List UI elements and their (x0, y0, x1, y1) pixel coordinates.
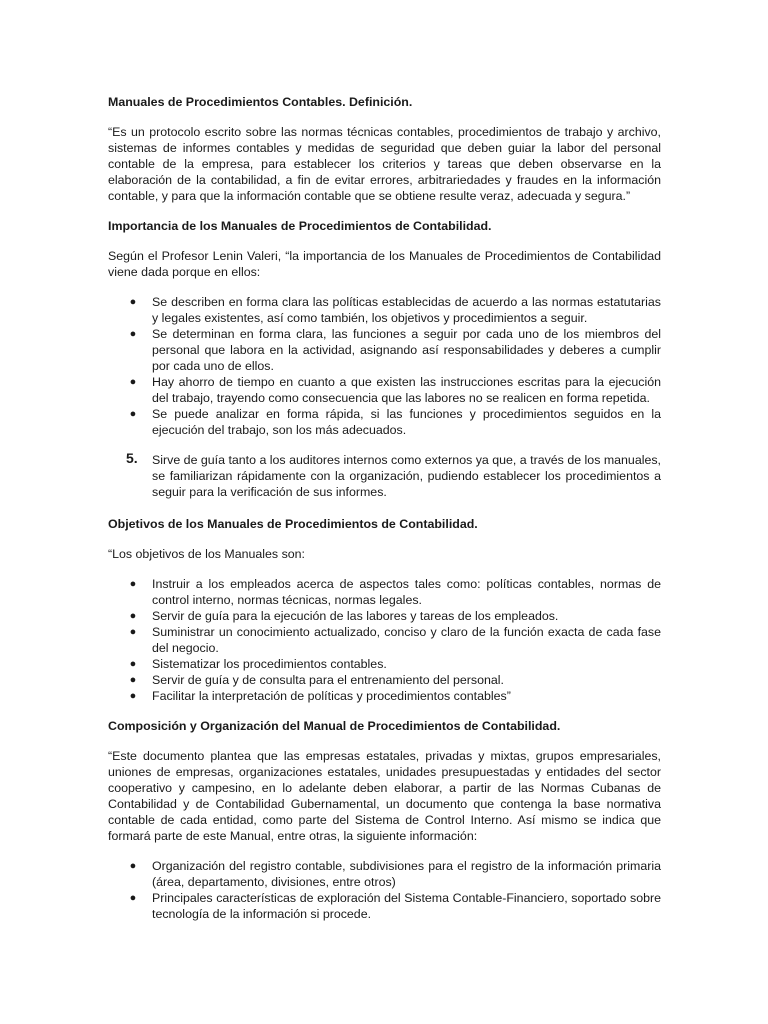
heading-importancia: Importancia de los Manuales de Procedimientos de Contabilidad. (108, 219, 492, 233)
list-item: ● Sistematizar los procedimientos contables. (129, 657, 387, 671)
list-item: ● Instruir a los empleados acerca de aspectos tales como: políticas contables, normas de control interno, normas técnicas, normas legales. (129, 577, 661, 607)
bullet-icon: ● (129, 376, 137, 388)
bullet-icon: ● (129, 610, 137, 622)
bullet-icon: ● (129, 328, 137, 340)
bullet-icon: ● (129, 674, 137, 686)
item-number: 5. (126, 450, 138, 466)
bullet-icon: ● (129, 690, 137, 702)
list-item: ● Se describen en forma clara las políticas establecidas de acuerdo a las normas estatutarias y legales existentes, así como también, los objetivos y procedimientos a seguir. (129, 295, 661, 325)
heading-definicion: Manuales de Procedimientos Contables. Definición. (108, 95, 413, 109)
list-item: ● Servir de guía y de consulta para el entrenamiento del personal. (129, 673, 504, 687)
list-item: ● Principales características de exploración del Sistema Contable-Financiero, soportado sobre tecnología de la información si procede. (129, 891, 661, 921)
list-item: ● Facilitar la interpretación de políticas y procedimientos contables” (129, 689, 511, 703)
paragraph-composicion: “Este documento plantea que las empresas estatales, privadas y mixtas, grupos empresariales, uniones de empresas, organizaciones estatales, unidades presupuestadas y entidades del sector cooperativo y campesino, en lo adelante deben elaborar, a partir de las Normas Cubanas de Contabilidad y de Contabilidad Gubernamental, un documento que contenga la base normativa contable de cada entidad, como parte del Sistema de Control Interno. Así mismo se indica que formará parte de este Manual, entre otras, la siguiente información: (108, 749, 661, 843)
numbered-item-5 (108, 452, 661, 500)
importancia-bullet-list (108, 294, 661, 438)
bullet-icon: ● (129, 408, 137, 420)
paragraph-objetivos-intro: “Los objetivos de los Manuales son: (108, 547, 305, 561)
composicion-bullet-list (108, 858, 661, 922)
objetivos-bullet-list (108, 576, 661, 704)
bullet-icon: ● (129, 578, 137, 590)
document-body (108, 0, 661, 922)
paragraph-definicion-text: “Es un protocolo escrito sobre las normas técnicas contables, procedimientos de trabajo y archivo, sistemas de informes contables y medidas de seguridad que deben guiar la labor del personal contable de la empresa, para establecer los criterios y tareas que deben observarse en la elaboración de la contabilidad, a fin de evitar errores, arbitrariedades y fraudes en la información contable, y para que la información contable que se obtiene resulte veraz, adecuada y segura.” (108, 125, 661, 203)
bullet-icon: ● (129, 860, 137, 872)
bullet-icon: ● (129, 892, 137, 904)
numbered-item-text: Sirve de guía tanto a los auditores internos como externos ya que, a través de los manuales, se familiarizan rápidamente con la organización, pudiendo establecer los procedimientos a seguir para la verificación de sus informes. (152, 453, 661, 499)
bullet-icon: ● (129, 296, 137, 308)
list-item: ● Se determinan en forma clara, las funciones a seguir por cada uno de los miembros del personal que labora en la actividad, asignando así responsabilidades y deberes a cumplir por cada uno de ellos. (129, 327, 661, 373)
paragraph-importancia-intro: Según el Profesor Lenin Valeri, “la importancia de los Manuales de Procedimientos de Contabilidad viene dada porque en ellos: (108, 249, 661, 279)
list-item: ● Organización del registro contable, subdivisiones para el registro de la información primaria (área, departamento, divisiones, entre otros) (129, 859, 661, 889)
paragraph-definicion (108, 124, 661, 204)
list-item: ● Hay ahorro de tiempo en cuanto a que existen las instrucciones escritas para la ejecución del trabajo, trayendo como consecuencia que las labores no se realicen en forma repetida. (129, 375, 661, 405)
bullet-icon: ● (129, 658, 137, 670)
list-item: ● Suministrar un conocimiento actualizado, conciso y claro de la función exacta de cada fase del negocio. (129, 625, 661, 655)
list-item: ● Se puede analizar en forma rápida, si las funciones y procedimientos seguidos en la ejecución del trabajo, son los más adecuados. (129, 407, 661, 437)
list-item: ● Servir de guía para la ejecución de las labores y tareas de los empleados. (129, 609, 559, 623)
heading-objetivos: Objetivos de los Manuales de Procedimientos de Contabilidad. (108, 517, 478, 531)
heading-composicion: Composición y Organización del Manual de Procedimientos de Contabilidad. (108, 719, 561, 733)
bullet-icon: ● (129, 626, 137, 638)
